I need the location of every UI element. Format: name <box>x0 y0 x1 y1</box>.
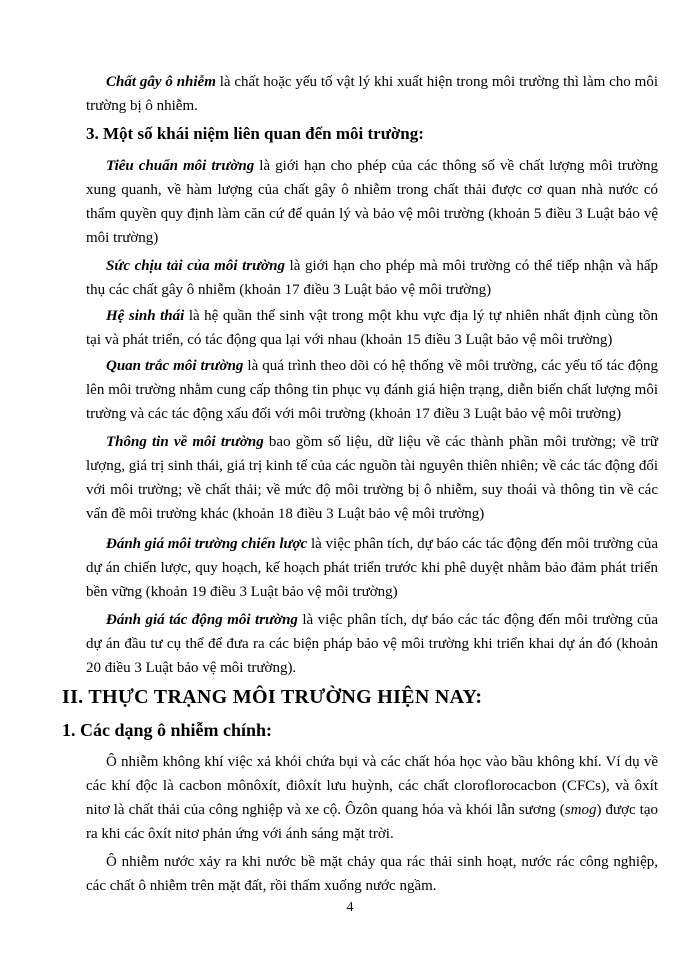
section-heading-3: 3. Một số khái niệm liên quan đến môi trường: <box>86 124 424 143</box>
paragraph-env-information <box>86 430 658 526</box>
term-ecosystem: Hệ sinh thái <box>106 308 185 324</box>
term-env-standard: Tiêu chuẩn môi trường <box>106 158 255 174</box>
paragraph-pollutant <box>86 70 658 118</box>
definition-text: là việc phân tích, dự báo các tác động đến môi trường của dự án đầu tư cụ thể để đưa ra các biện pháp bảo vệ môi trường khi triển khai dự án đó (khoản 20 điều 3 Luật bảo vệ môi trường). <box>86 612 658 676</box>
term-pollutant: Chất gây ô nhiễm <box>106 74 216 90</box>
paragraph-strategic-assessment <box>86 532 658 604</box>
term-env-information: Thông tin về môi trường <box>106 434 264 450</box>
paragraph-env-standard <box>86 154 658 250</box>
definition-text: là giới hạn cho phép mà môi trường có thể tiếp nhận và hấp thụ các chất gây ô nhiễm (khoản 17 điều 3 Luật bảo vệ môi trường) <box>86 258 658 298</box>
page-number: 4 <box>346 900 354 915</box>
term-monitoring: Quan trắc môi trường <box>106 358 244 374</box>
definition-text: bao gồm số liệu, dữ liệu về các thành phần môi trường; về trữ lượng, giá trị sinh thái, giá trị kinh tế của các nguồn tài nguyên thiên nhiên; về các tác động đối với môi trường; về chất thải; về mức độ môi trường bị ô nhiễm, suy thoái và thông tin về các vấn đề môi trường khác (khoản 18 điều 3 Luật bảo vệ môi trường) <box>86 434 658 522</box>
definition-text: là giới hạn cho phép của các thông số về chất lượng môi trường xung quanh, về hàm lượng của chất gây ô nhiễm trong chất thải được cơ quan nhà nước có thẩm quyền quy định làm căn cứ để quản lý và bảo vệ môi trường (khoản 5 điều 3 Luật bảo vệ môi trường) <box>86 158 658 246</box>
section-heading-II: II. THỰC TRẠNG MÔI TRƯỜNG HIỆN NAY: <box>62 686 483 708</box>
definition-text: là việc phân tích, dự báo các tác động đến môi trường của dự án chiến lược, quy hoạch, kế hoạch phát triển trước khi phê duyệt nhằm bảo đảm phát triển bền vững (khoản 19 điều 3 Luật bảo vệ môi trường) <box>86 536 658 600</box>
italic-term-smog: smog <box>564 802 597 818</box>
body-text: Ô nhiễm không khí việc xả khói chứa bụi và các chất hóa học vào bầu không khí. Ví dụ về các khí độc là cacbon mônôxít, điôxít lưu huỳnh, các chất cloroflorocacbon (CFCs), và ôxít nitơ là chất thải của công nghiệp và xe cộ. Ôzôn quang hóa và khói lẫn sương ( <box>86 754 658 818</box>
body-text: Ô nhiễm nước xảy ra khi nước bề mặt chảy qua rác thải sinh hoạt, nước rác công nghiệp, các chất ô nhiễm trên mặt đất, rồi thấm xuống nước ngầm. <box>86 854 658 894</box>
paragraph-ecosystem <box>86 304 658 352</box>
term-impact-assessment: Đánh giá tác động môi trường <box>106 612 298 628</box>
definition-text: là chất hoặc yếu tố vật lý khi xuất hiện trong môi trường thì làm cho môi trường bị ô nhiễm. <box>86 74 658 114</box>
paragraph-monitoring <box>86 354 658 426</box>
paragraph-impact-assessment <box>86 608 658 680</box>
body-text: ) được tạo ra khi các ôxít nitơ phản ứng với ánh sáng mặt trời. <box>86 802 658 842</box>
section-heading-1: 1. Các dạng ô nhiễm chính: <box>62 720 273 740</box>
paragraph-water-pollution <box>86 850 658 898</box>
definition-text: là hệ quần thể sinh vật trong một khu vực địa lý tự nhiên nhất định cùng tồn tại và phát triển, có tác động qua lại với nhau (khoản 15 điều 3 Luật bảo vệ môi trường) <box>86 308 658 348</box>
definition-text: là quá trình theo dõi có hệ thống về môi trường, các yếu tố tác động lên môi trường nhằm cung cấp thông tin phục vụ đánh giá hiện trạng, diễn biến chất lượng môi trường và các tác động xấu đối với môi trường (khoản 17 điều 3 Luật bảo vệ môi trường) <box>86 358 658 422</box>
term-carrying-capacity: Sức chịu tải của môi trường <box>106 258 285 274</box>
paragraph-carrying-capacity <box>86 254 658 302</box>
term-strategic-assessment: Đánh giá môi trường chiến lược <box>106 536 308 552</box>
paragraph-air-pollution <box>86 750 658 846</box>
